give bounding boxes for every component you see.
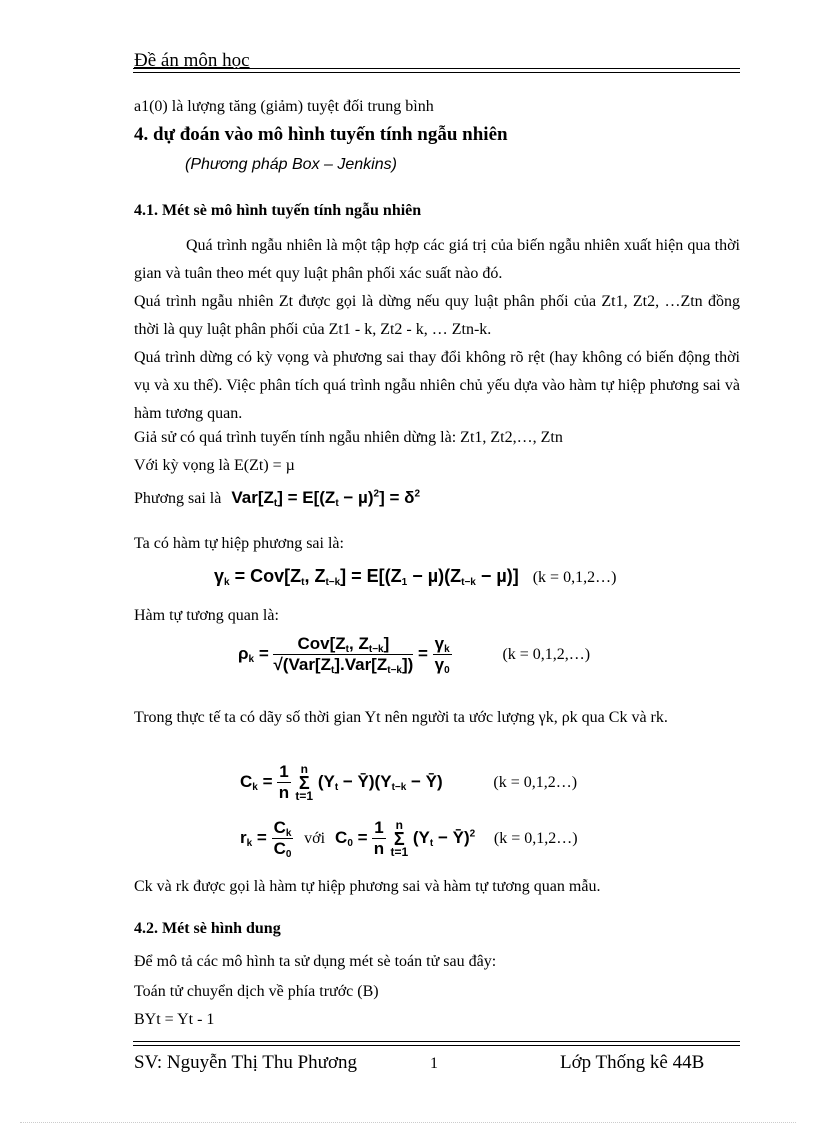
estimate-paragraph: Trong thực tế ta có dãy số thời gian Yt nên người ta ước lượng γk, ρk qua Ck và rk. — [134, 709, 668, 726]
autocorr-fraction: $\frac{Cov[Z_t, Z_{t-k}]}{√(Var[Z_t].Var[Z_{t-k}])}$ — [273, 634, 414, 676]
section42-heading: 4.2. Mét sè hình dung — [134, 920, 281, 937]
autocorr-formula-row — [238, 634, 590, 675]
c0-formula: $C_0$ = $\frac{1}{n}$ n Σ t=1 ($Y_t$ − Ȳ)$^2$ — [335, 817, 476, 859]
c0-fraction: $\frac{1}{n}$ — [373, 818, 385, 858]
rk-formula: $r_k$ = $\frac{C_k}{C_0}$ — [240, 818, 292, 860]
autocov-formula: $\gamma_k = Cov[Z_t$, $Z_{t-k}] = E[(Z_1 - \mu)(Z_{t-k} - \mu)]$ — [214, 566, 519, 588]
paragraph-2: Quá trình ngẫu nhiên Zt được gọi là dừng nếu quy luật phân phối của Zt1, Zt2, …Ztn đồng thời là quy luật phân phối của Zt1 - k, Zt2 - k, … Ztn-k. — [134, 293, 740, 338]
paragraph-1: Quá trình ngẫu nhiên là một tập hợp các giá trị của biến ngẫu nhiên xuất hiện qua thời gian và tuân theo mét quy luật phân phối xác suất nào đó. — [134, 237, 740, 282]
ck-range: (k = 0,1,2…) — [493, 773, 578, 791]
rk-range: (k = 0,1,2…) — [493, 829, 578, 847]
section42-p3: BYt = Yt - 1 — [134, 1011, 215, 1028]
footer-rule-second — [133, 1045, 740, 1046]
header-rule — [133, 68, 740, 69]
section4-subheading: (Phương pháp Box – Jenkins) — [185, 156, 397, 173]
paragraph-3: Quá trình dừng có kỳ vọng và phương sai thay đổi không rõ rệt (hay không có biến động thời vụ và xu thế). Việc phân tích quá trình ngẫu nhiên chủ yếu dựa vào hàm tự hiệp phương sai và hàm tương quan. — [134, 349, 740, 422]
footer-page-number: 1 — [430, 1055, 438, 1072]
rk-with: với — [304, 829, 326, 847]
section41-heading: 4.1. Mét sè mô hình tuyến tính ngẫu nhiên — [134, 202, 422, 219]
section4-heading: 4. dự đoán vào mô hình tuyến tính ngẫu nhiên — [134, 124, 508, 145]
autocov-formula-row — [214, 566, 616, 587]
header-title: Đề án môn học — [134, 50, 250, 71]
conclusion: Ck và rk được gọi là hàm tự hiệp phương sai và hàm tự tương quan mẫu. — [134, 878, 601, 895]
ck-fraction: $\frac{1}{n}$ — [278, 762, 290, 802]
section42-p2: Toán tử chuyển dịch về phía trước (B) — [134, 983, 379, 1000]
footer-class: Lớp Thống kê 44B — [560, 1052, 705, 1073]
variance-label: Phương sai là — [134, 490, 222, 507]
paragraph-4: Giả sử có quá trình tuyến tính ngẫu nhiên dừng là: Zt1, Zt2,…, Ztn — [134, 429, 563, 446]
header-rule-second — [133, 72, 740, 73]
rk-fraction: $\frac{C_k}{C_0}$ — [273, 818, 292, 860]
variance-line — [134, 488, 420, 509]
ck-formula: $C_k$ = $\frac{1}{n}$ n Σ t=1 ($Y_t$ − $Ȳ)(Y_{t-k}$ − Ȳ) — [240, 761, 448, 803]
autocorr-formula: $\rho_k$ = $\frac{Cov[Z_t, Z_{t-k}]}{√(Var[Z_t].Var[Z_{t-k}])}$ = $\frac{\gamma_k}{\gamma_0}$ — [238, 634, 450, 676]
autocov-label: Ta có hàm tự hiệp phương sai là: — [134, 535, 344, 552]
gamma-ratio: $\frac{\gamma_k}{\gamma_0}$ — [434, 634, 450, 676]
paragraph-5: Với kỳ vọng là E(Zt) = µ — [134, 457, 295, 474]
section42-p1: Để mô tả các mô hình ta sử dụng mét sè toán tử sau đây: — [134, 953, 497, 970]
footer-rule — [133, 1041, 740, 1042]
intro-text: a1(0) là lượng tăng (giảm) tuyệt đối trung bình — [134, 98, 434, 115]
c0-sum: n Σ t=1 — [390, 817, 409, 859]
ck-sum: n Σ t=1 — [295, 761, 314, 803]
ck-formula-row — [240, 762, 577, 803]
rk-formula-row — [240, 818, 578, 859]
variance-formula: $Var[Z_t] = E[(Z_t - \mu)^2] = \delta^2$ — [231, 488, 420, 509]
intro-line — [134, 97, 434, 117]
autocorr-label: Hàm tự tương quan là: — [134, 607, 279, 624]
autocov-range: (k = 0,1,2…) — [532, 569, 617, 586]
footer-student: SV: Nguyễn Thị Thu Phương — [134, 1052, 358, 1073]
autocorr-range: (k = 0,1,2,…) — [502, 645, 591, 663]
